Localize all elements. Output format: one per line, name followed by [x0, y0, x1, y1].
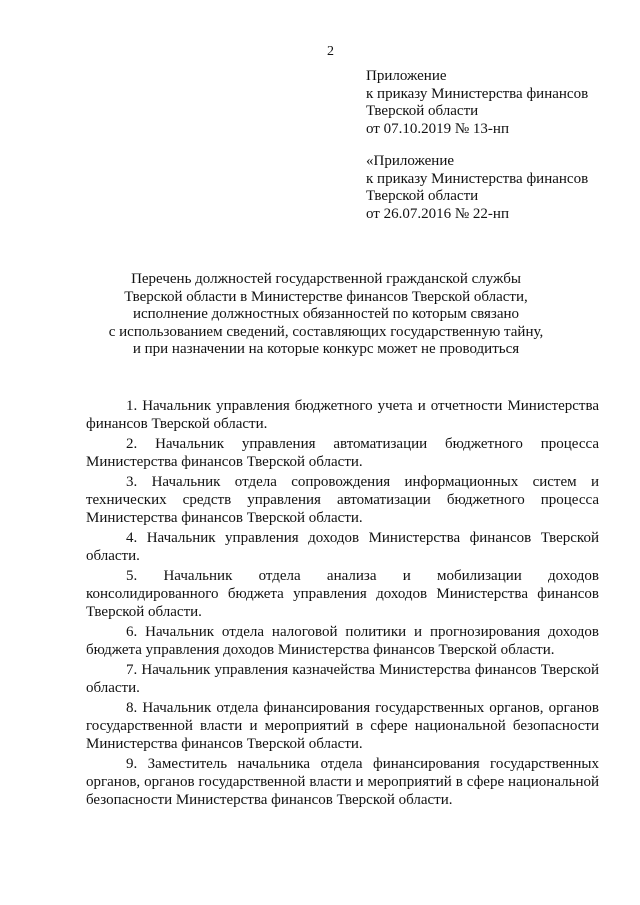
appendix-order-date: от 26.07.2016 № 22-нп — [366, 205, 509, 222]
appendix-line: «Приложение — [366, 153, 455, 169]
list-item: 7. Начальник управления казначейства Министерства финансов Тверской области. — [86, 662, 599, 696]
appendix-header-previous — [366, 153, 626, 223]
list-item: 1. Начальник управления бюджетного учета и отчетности Министерства финансов Тверской области. — [86, 398, 599, 432]
appendix-header-current — [366, 68, 626, 138]
positions-list — [86, 397, 599, 811]
title-line: Перечень должностей государственной гражданской службы — [131, 271, 521, 287]
appendix-line: Тверской области — [366, 103, 479, 119]
title-line: Тверской области в Министерстве финансов Тверской области, — [124, 288, 528, 305]
document-title — [86, 271, 566, 359]
page-number: 2 — [327, 44, 334, 59]
list-item: 5. Начальник отдела анализа и мобилизации доходов консолидированного бюджета управления доходов Министерства финансов Тверской области. — [86, 568, 599, 620]
title-line: с использованием сведений, составляющих государственную тайну, — [108, 323, 544, 340]
title-line: и при назначении на которые конкурс может не проводиться — [132, 341, 520, 357]
list-item: 4. Начальник управления доходов Министерства финансов Тверской области. — [86, 530, 599, 564]
appendix-line: к приказу Министерства финансов — [366, 85, 589, 102]
appendix-order-date: от 07.10.2019 № 13-нп — [366, 120, 509, 137]
list-item: 8. Начальник отдела финансирования государственных органов, органов государственной власти и мероприятий в сфере национальной безопасности Министерства финансов Тверской области. — [86, 700, 599, 752]
list-item: 9. Заместитель начальника отдела финансирования государственных органов, органов государственной власти и мероприятий в сфере национальной безопасности Министерства финансов Тверской области. — [86, 756, 599, 808]
list-item: 6. Начальник отдела налоговой политики и прогнозирования доходов бюджета управления доходов Министерства финансов Тверской области. — [86, 624, 599, 658]
appendix-line: Приложение — [366, 68, 447, 84]
appendix-line: к приказу Министерства финансов — [366, 170, 589, 187]
list-item: 2. Начальник управления автоматизации бюджетного процесса Министерства финансов Тверской области. — [86, 436, 599, 470]
list-item: 3. Начальник отдела сопровождения информационных систем и технических средств управления автоматизации бюджетного процесса Министерства финансов Тверской области. — [86, 474, 599, 526]
appendix-line: Тверской области — [366, 188, 479, 204]
title-line: исполнение должностных обязанностей по которым связано — [132, 306, 520, 322]
